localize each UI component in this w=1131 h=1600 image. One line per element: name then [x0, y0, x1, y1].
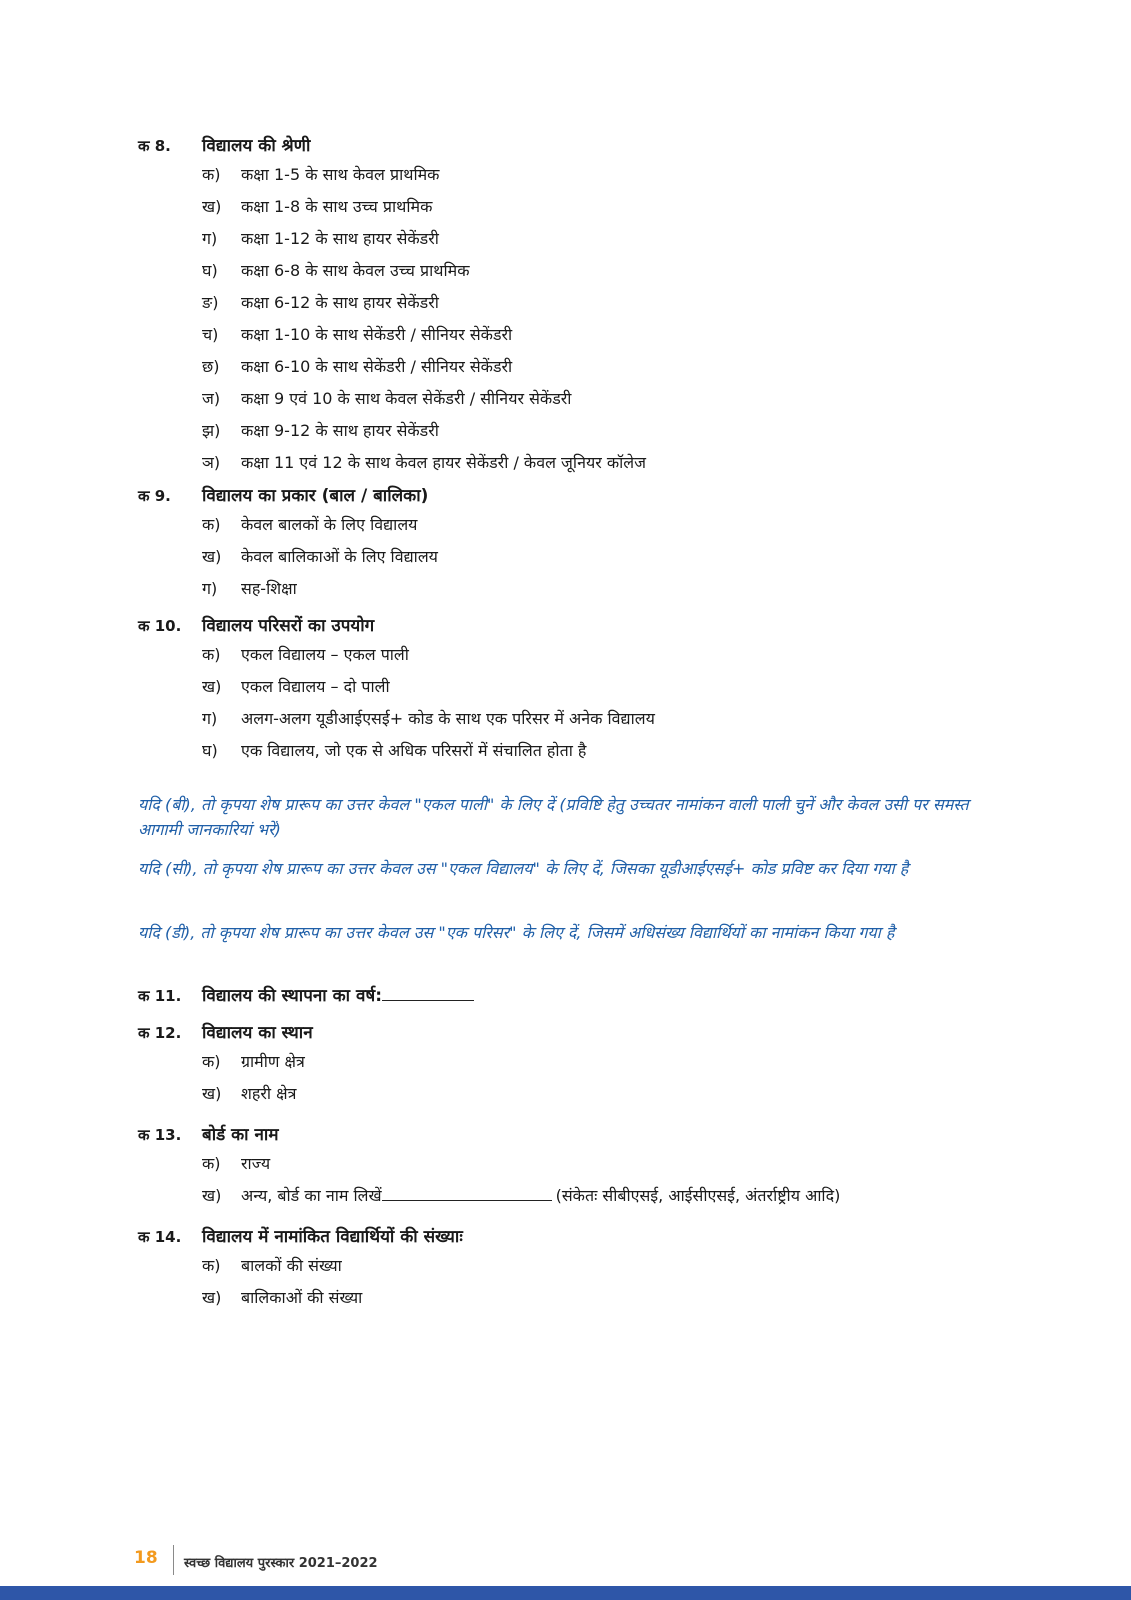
- question-title: विद्यालय का प्रकार (बाल / बालिका): [202, 486, 429, 506]
- option-item: [202, 163, 1018, 195]
- option-item: [202, 1286, 1018, 1318]
- option-text: कक्षा 1-5 के साथ केवल प्राथमिक: [241, 165, 440, 184]
- option-item: [202, 355, 1018, 387]
- option-item: [202, 707, 1018, 739]
- footer-bar: [0, 1586, 1131, 1600]
- option-item: [202, 451, 1018, 483]
- instruction-note-d: यदि (डी), तो कृपया शेष प्रारूप का उत्तर केवल उस "एक परिसर" के लिए दें, जिसमें अधिसंख्य विद्यार्थियों का नामांकन किया गया है: [138, 923, 895, 942]
- option-list: [138, 163, 1018, 483]
- question-q11: [138, 983, 1018, 1013]
- instruction-note-b: यदि (बी), तो कृपया शेष प्रारूप का उत्तर केवल "एकल पाली" के लिए दें (प्रविष्टि हेतु उच्चतर नामांकन वाली पाली चुनें और केवल उसी पर समस्त आगामी जानकारियां भरें): [138, 795, 969, 839]
- option-item: [202, 1184, 1018, 1216]
- option-marker: झ): [202, 421, 221, 440]
- option-text: कक्षा 9-12 के साथ हायर सेकेंडरी: [241, 421, 439, 440]
- question-number: क 8.: [138, 137, 171, 155]
- establishment-year-blank[interactable]: [382, 986, 474, 1001]
- option-marker: ख): [202, 547, 222, 566]
- option-marker: क): [202, 515, 221, 534]
- option-item: [202, 259, 1018, 291]
- option-marker: ग): [202, 579, 218, 598]
- footer-title: स्वच्छ विद्यालय पुरस्कार 2021–2022: [184, 1556, 378, 1571]
- question-q8: [138, 133, 1018, 483]
- option-text: बालिकाओं की संख्या: [241, 1288, 363, 1307]
- option-list: [138, 643, 1018, 771]
- option-marker: ञ): [202, 453, 221, 472]
- question-q12: [138, 1020, 1018, 1114]
- option-list: [138, 1050, 1018, 1114]
- option-list: [138, 513, 1018, 609]
- board-name-blank[interactable]: [382, 1186, 552, 1201]
- option-text: कक्षा 1-12 के साथ हायर सेकेंडरी: [241, 229, 439, 248]
- option-text: केवल बालिकाओं के लिए विद्यालय: [241, 547, 438, 566]
- option-item: [202, 1152, 1018, 1184]
- question-number: क 12.: [138, 1024, 182, 1042]
- question-title: विद्यालय की स्थापना का वर्ष:: [202, 986, 383, 1006]
- option-item: [202, 675, 1018, 707]
- option-marker: घ): [202, 261, 218, 280]
- question-number: क 13.: [138, 1126, 182, 1144]
- option-marker: ग): [202, 709, 218, 728]
- question-number: क 11.: [138, 987, 182, 1005]
- question-title: विद्यालय में नामांकित विद्यार्थियों की संख्याः: [202, 1227, 463, 1247]
- option-item: [202, 387, 1018, 419]
- option-text: सह-शिक्षा: [241, 579, 297, 598]
- option-marker: ज): [202, 389, 221, 408]
- option-text: अलग-अलग यूडीआईएसई+ कोड के साथ एक परिसर में अनेक विद्यालय: [241, 709, 655, 728]
- option-marker: ख): [202, 677, 222, 696]
- question-number: क 9.: [138, 487, 171, 505]
- question-number: क 10.: [138, 617, 182, 635]
- question-number: क 14.: [138, 1228, 182, 1246]
- option-marker: ख): [202, 1186, 222, 1205]
- option-item: [202, 545, 1018, 577]
- question-title: बोर्ड का नाम: [202, 1125, 279, 1145]
- instruction-note-c: यदि (सी), तो कृपया शेष प्रारूप का उत्तर केवल उस "एकल विद्यालय" के लिए दें, जिसका यूडीआईएसई+ कोड प्रविष्ट कर दिया गया है: [138, 859, 909, 878]
- question-title: विद्यालय परिसरों का उपयोग: [202, 616, 375, 636]
- option-item: [202, 1050, 1018, 1082]
- option-text: कक्षा 1-8 के साथ उच्च प्राथमिक: [241, 197, 433, 216]
- question-title: विद्यालय का स्थान: [202, 1023, 313, 1043]
- option-marker: ख): [202, 1288, 222, 1307]
- option-text: बालकों की संख्या: [241, 1256, 342, 1275]
- option-text: कक्षा 1-10 के साथ सेकेंडरी / सीनियर सेकेंडरी: [241, 325, 513, 344]
- option-marker: च): [202, 325, 219, 344]
- option-item: [202, 1254, 1018, 1286]
- option-item: [202, 739, 1018, 771]
- option-text: शहरी क्षेत्र: [241, 1084, 297, 1103]
- option-text: अन्य, बोर्ड का नाम लिखें: [241, 1186, 382, 1205]
- footer-divider: [173, 1545, 174, 1575]
- option-marker: क): [202, 645, 221, 664]
- option-marker: क): [202, 1256, 221, 1275]
- option-marker: क): [202, 1154, 221, 1173]
- option-text: राज्य: [241, 1154, 271, 1173]
- question-q14: [138, 1224, 1018, 1318]
- option-list: [138, 1254, 1018, 1318]
- page-number: 18: [134, 1548, 158, 1568]
- option-text: ग्रामीण क्षेत्र: [241, 1052, 305, 1071]
- option-marker: ग): [202, 229, 218, 248]
- option-marker: क): [202, 165, 221, 184]
- option-marker: क): [202, 1052, 221, 1071]
- option-item: [202, 1082, 1018, 1114]
- option-text: कक्षा 9 एवं 10 के साथ केवल सेकेंडरी / सीनियर सेकेंडरी: [241, 389, 572, 408]
- option-text: कक्षा 11 एवं 12 के साथ केवल हायर सेकेंडरी / केवल जूनियर कॉलेज: [241, 453, 647, 472]
- option-item: [202, 227, 1018, 259]
- board-hint: (संकेतः सीबीएसई, आईसीएसई, अंतर्राष्ट्रीय आदि): [555, 1186, 841, 1205]
- question-q10: [138, 613, 1018, 771]
- option-marker: ख): [202, 1084, 222, 1103]
- question-q13: [138, 1122, 1018, 1216]
- option-item: [202, 291, 1018, 323]
- option-marker: घ): [202, 741, 218, 760]
- option-text: एकल विद्यालय – एकल पाली: [241, 645, 409, 664]
- option-item: [202, 419, 1018, 451]
- option-item: [202, 513, 1018, 545]
- option-item: [202, 643, 1018, 675]
- option-text: एक विद्यालय, जो एक से अधिक परिसरों में संचालित होता है: [241, 741, 587, 760]
- question-q9: [138, 483, 1018, 609]
- question-title: विद्यालय की श्रेणी: [202, 136, 311, 156]
- option-text: कक्षा 6-8 के साथ केवल उच्च प्राथमिक: [241, 261, 470, 280]
- option-item: [202, 323, 1018, 355]
- option-marker: छ): [202, 357, 220, 376]
- option-text: एकल विद्यालय – दो पाली: [241, 677, 390, 696]
- option-marker: ख): [202, 197, 222, 216]
- option-text: केवल बालकों के लिए विद्यालय: [241, 515, 418, 534]
- option-marker: ङ): [202, 293, 219, 312]
- option-text: कक्षा 6-10 के साथ सेकेंडरी / सीनियर सेकेंडरी: [241, 357, 513, 376]
- option-text: कक्षा 6-12 के साथ हायर सेकेंडरी: [241, 293, 439, 312]
- option-item: [202, 195, 1018, 227]
- option-item: [202, 577, 1018, 609]
